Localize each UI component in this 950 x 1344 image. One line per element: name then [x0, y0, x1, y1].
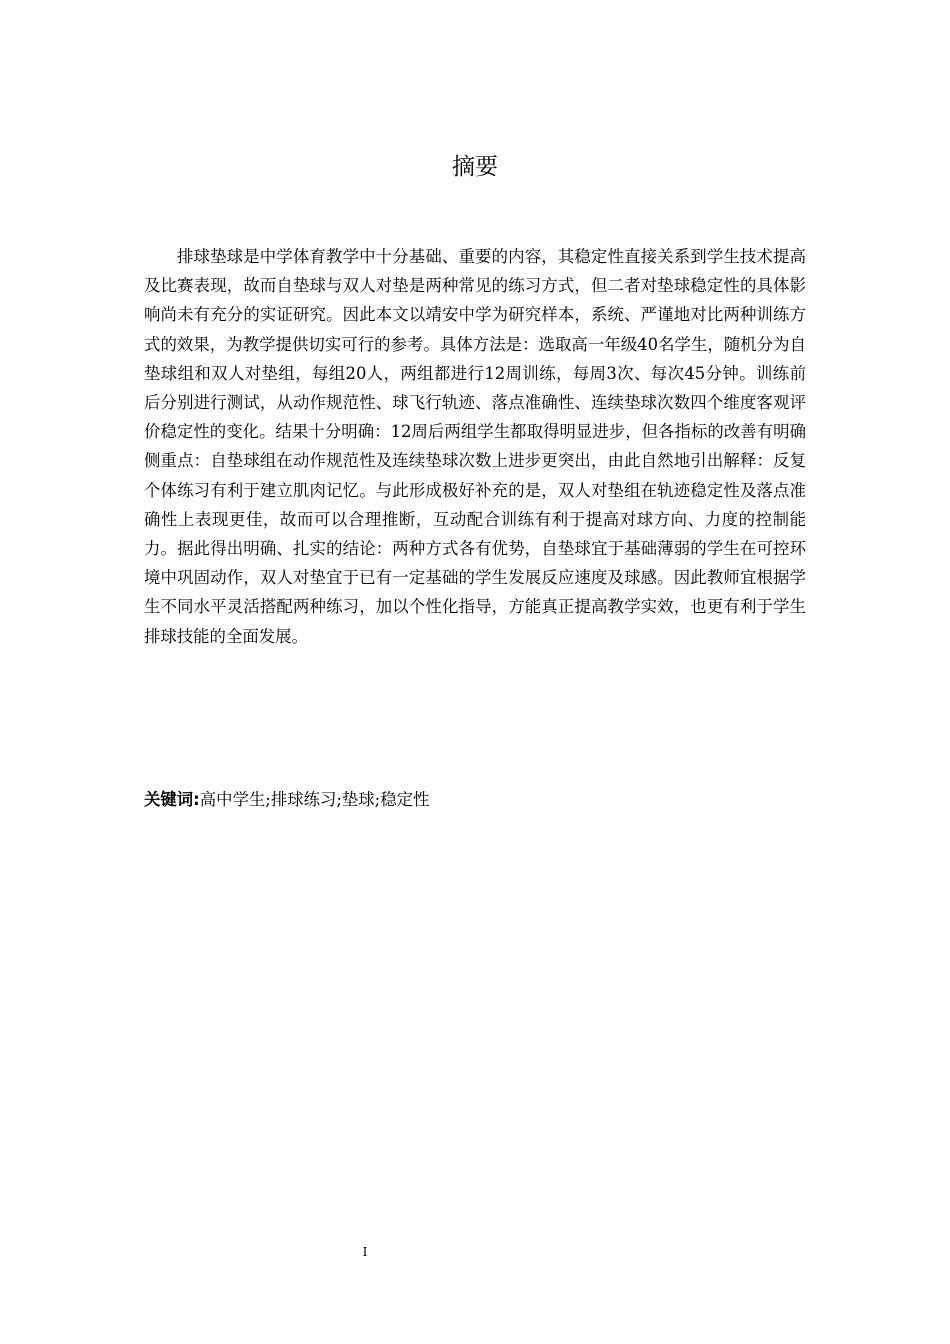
abstract-title: 摘要 [452, 154, 498, 180]
keywords-text: 高中学生;排球练习;垫球;稳定性 [199, 790, 430, 809]
page-number: I [362, 1245, 368, 1259]
abstract-body: 排球垫球是中学体育教学中十分基础、重要的内容，其稳定性直接关系到学生技术提高及比赛表现，故而自垫球与双人对垫是两种常见的练习方式，但二者对垫球稳定性的具体影响尚未有充分的实证研究。因此本文以靖安中学为研究样本，系统、严谨地对比两种训练方式的效果，为教学提供切实可行的参考。具体方法是：选取高一年级40名学生，随机分为自垫球组和双人对垫组，每组20人，两组都进行12周训练，每周3次、每次45分钟。训练前后分别进行测试，从动作规范性、球飞行轨迹、落点准确性、连续垫球次数四个维度客观评价稳定性的变化。结果十分明确：12周后两组学生都取得明显进步，但各指标的改善有明确侧重点：自垫球组在动作规范性及连续垫球次数上进步更突出，由此自然地引出解释：反复个体练习有利于建立肌肉记忆。与此形成极好补充的是，双人对垫组在轨迹稳定性及落点准确性上表现更佳，故而可以合理推断，互动配合训练有利于提高对球方向、力度的控制能力。据此得出明确、扎实的结论：两种方式各有优势，自垫球宜于基础薄弱的学生在可控环境中巩固动作，双人对垫宜于已有一定基础的学生发展反应速度及球感。因此教师宜根据学生不同水平灵活搭配两种练习，加以个性化指导，方能真正提高教学实效，也更有利于学生排球技能的全面发展。 [144, 247, 806, 646]
keywords-label: 关键词: [144, 790, 200, 809]
keywords-line [144, 786, 806, 814]
